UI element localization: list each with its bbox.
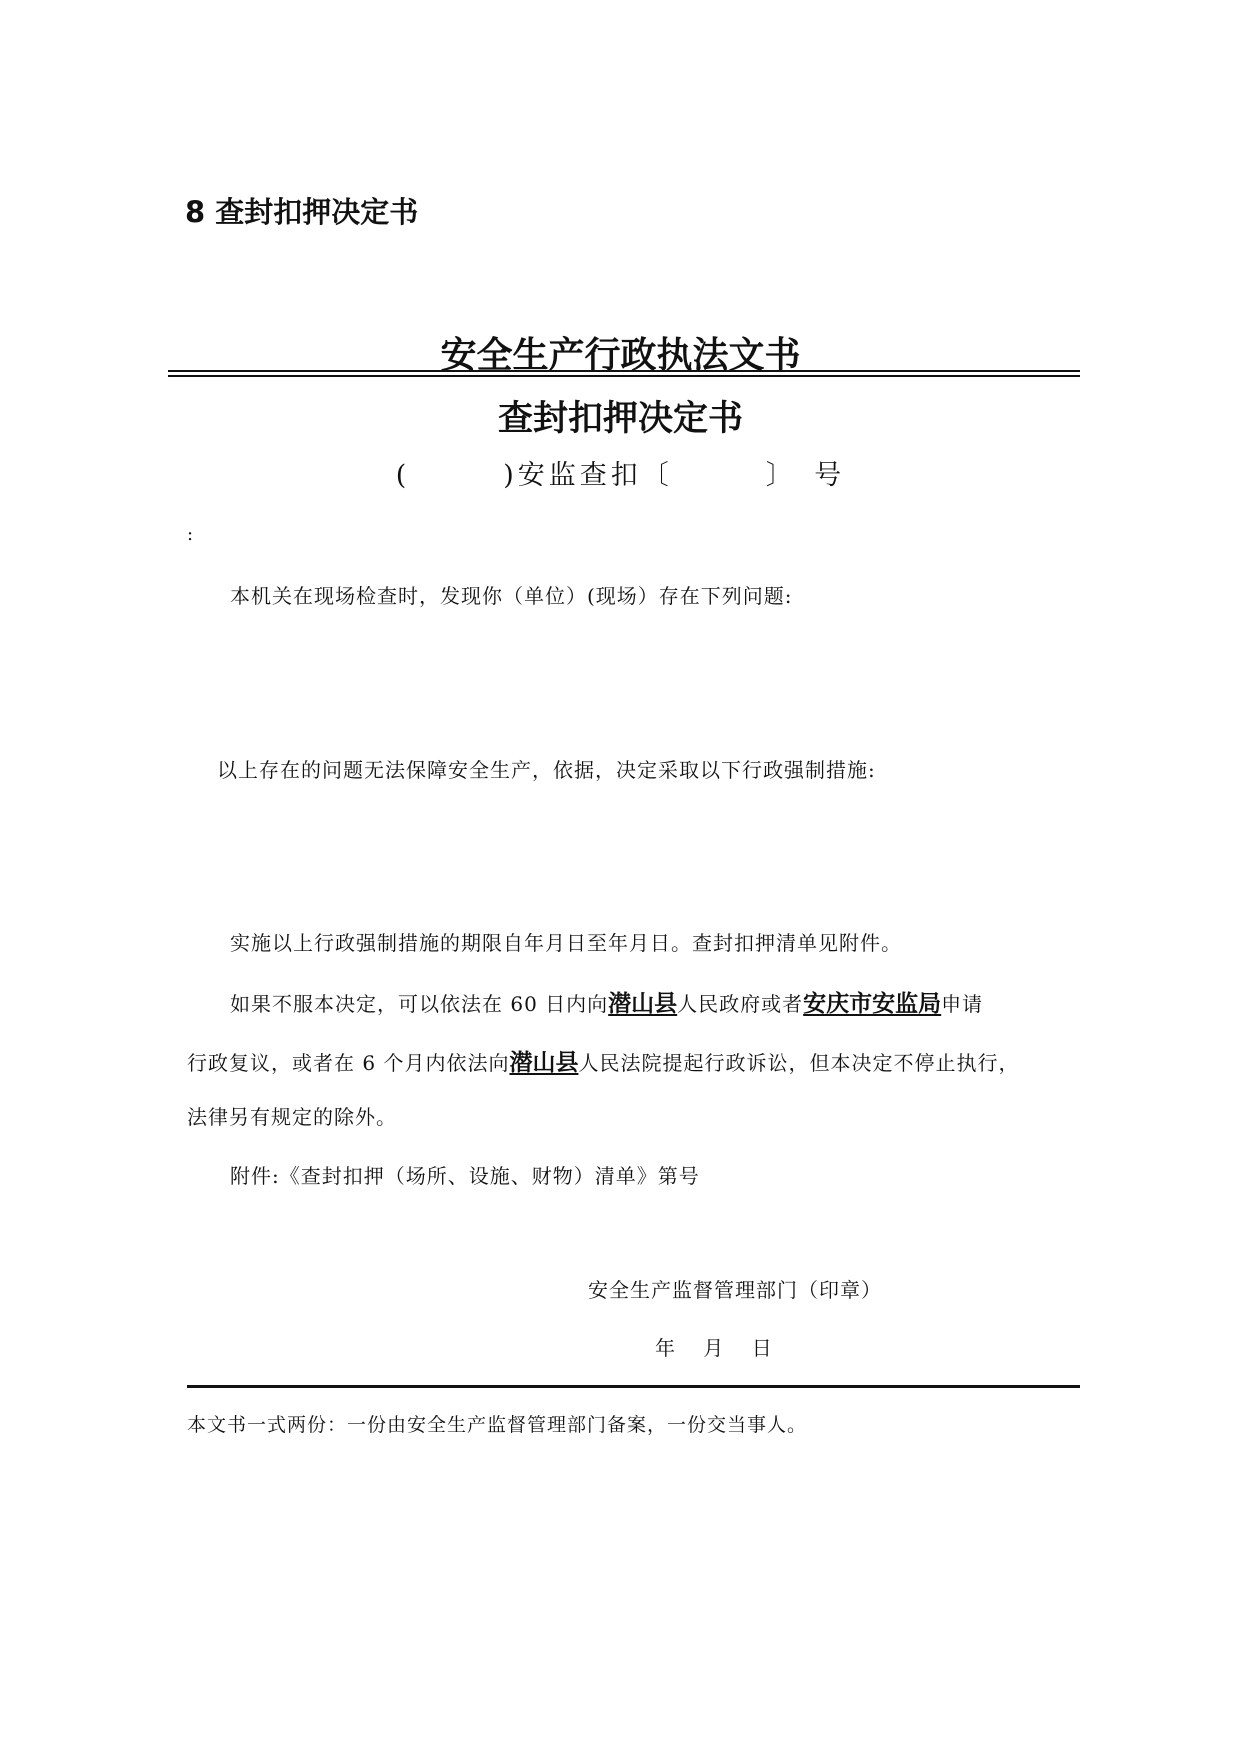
appeal-text-d: 行政复议，或者在 6 个月内依法向 xyxy=(187,1051,510,1075)
paragraph-period: 实施以上行政强制措施的期限自年月日至年月日。查封扣押清单见附件。 xyxy=(230,931,902,955)
document-series-title: 安全生产行政执法文书 xyxy=(440,335,801,376)
paragraph-appeal-line-1 xyxy=(230,985,983,1018)
document-title: 查封扣押决定书 xyxy=(497,399,743,439)
addressee-line: : xyxy=(187,524,194,545)
appeal-text-a: 如果不服本决定，可以依法在 60 日内向 xyxy=(230,992,609,1016)
footer-rule-divider xyxy=(187,1385,1080,1388)
county-name-filled: 潜山县 xyxy=(509,1050,579,1076)
section-heading: 8 查封扣押决定书 xyxy=(185,195,419,229)
document-number-line: ( )安监查扣〔 〕 号 xyxy=(395,460,846,491)
paragraph-problems-found: 本机关在现场检查时，发现你（单位）(现场）存在下列问题: xyxy=(230,584,793,608)
paragraph-appeal-line-3: 法律另有规定的除外。 xyxy=(187,1105,397,1129)
county-name-filled: 潜山县 xyxy=(608,991,678,1017)
footnote: 本文书一式两份：一份由安全生产监督管理部门备案，一份交当事人。 xyxy=(187,1414,808,1436)
appeal-text-c: 申请 xyxy=(941,992,984,1016)
paragraph-measures: 以上存在的问题无法保障安全生产，依据，决定采取以下行政强制措施: xyxy=(217,758,876,782)
double-rule-divider xyxy=(168,370,1080,377)
appeal-text-b: 人民政府或者 xyxy=(677,992,804,1016)
paragraph-appeal-line-2 xyxy=(187,1044,1019,1077)
appeal-text-e: 人民法院提起行政诉讼，但本决定不停止执行， xyxy=(578,1051,1020,1075)
signature-department: 安全生产监督管理部门（印章） xyxy=(588,1278,882,1302)
bureau-name-filled: 安庆市安监局 xyxy=(803,991,942,1017)
paragraph-attachment: 附件:《查封扣押（场所、设施、财物）清单》第号 xyxy=(230,1164,700,1188)
signature-date: 年 月 日 xyxy=(655,1336,772,1360)
